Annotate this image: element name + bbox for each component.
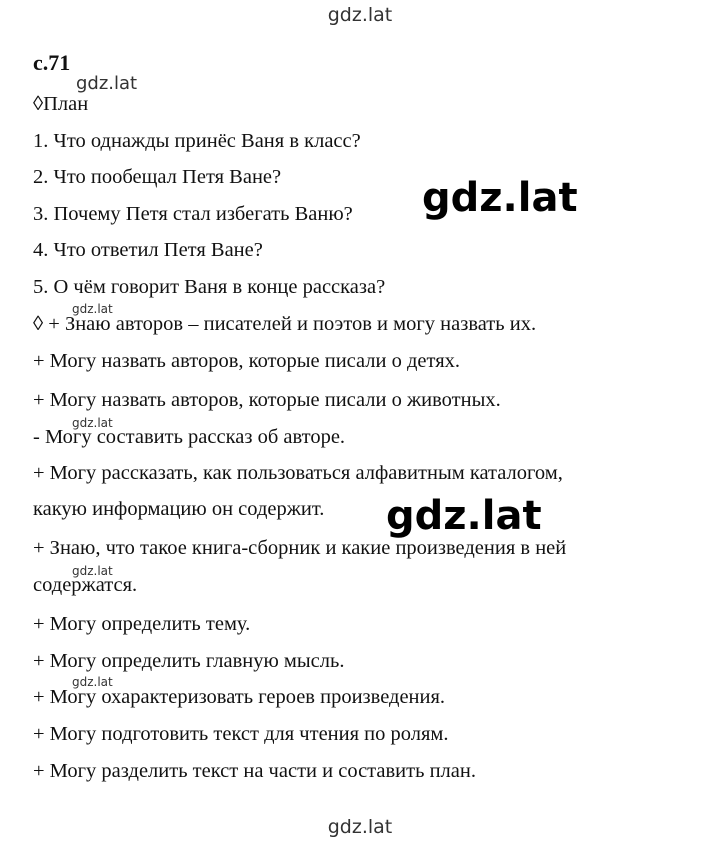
watermark-large-1: gdz.lat: [422, 175, 578, 221]
self-check-item-5: + Могу рассказать, как пользоваться алфавитным каталогом,: [33, 462, 563, 484]
plan-item-3: 3. Почему Петя стал избегать Ваню?: [33, 203, 353, 225]
self-check-item-10: + Могу подготовить текст для чтения по ролям.: [33, 723, 449, 745]
plan-title: ◊План: [33, 93, 89, 115]
plan-item-4: 4. Что ответил Петя Ване?: [33, 239, 263, 261]
self-check-item-3: + Могу назвать авторов, которые писали о животных.: [33, 389, 501, 411]
self-check-item-7: + Могу определить тему.: [33, 613, 251, 635]
self-check-item-5-cont: какую информацию он содержит.: [33, 498, 325, 520]
watermark-bottom: gdz.lat: [327, 816, 393, 838]
self-check-item-6-cont: содержатся.: [33, 574, 138, 596]
watermark-small-2: gdz.lat: [72, 416, 113, 430]
watermark-large-2: gdz.lat: [386, 493, 542, 539]
plan-item-5: 5. О чём говорит Ваня в конце рассказа?: [33, 276, 386, 298]
self-check-item-9: + Могу охарактеризовать героев произведения.: [33, 686, 446, 708]
watermark-small-3: gdz.lat: [72, 564, 113, 578]
watermark-small-1: gdz.lat: [72, 302, 113, 316]
self-check-item-4: - Могу составить рассказ об авторе.: [33, 426, 346, 448]
watermark-small-4: gdz.lat: [72, 675, 113, 689]
self-check-item-1: ◊ + Знаю авторов – писателей и поэтов и могу назвать их.: [33, 313, 537, 335]
self-check-item-2: + Могу назвать авторов, которые писали о детях.: [33, 350, 461, 372]
self-check-item-11: + Могу разделить текст на части и составить план.: [33, 760, 476, 782]
self-check-item-6: + Знаю, что такое книга-сборник и какие произведения в ней: [33, 537, 567, 559]
plan-item-1: 1. Что однажды принёс Ваня в класс?: [33, 130, 361, 152]
plan-item-2: 2. Что пообещал Петя Ване?: [33, 166, 282, 188]
page-number-heading: с.71: [33, 50, 71, 75]
self-check-item-8: + Могу определить главную мысль.: [33, 650, 345, 672]
watermark-top: gdz.lat: [327, 4, 393, 26]
watermark-under-heading: gdz.lat: [76, 73, 138, 94]
